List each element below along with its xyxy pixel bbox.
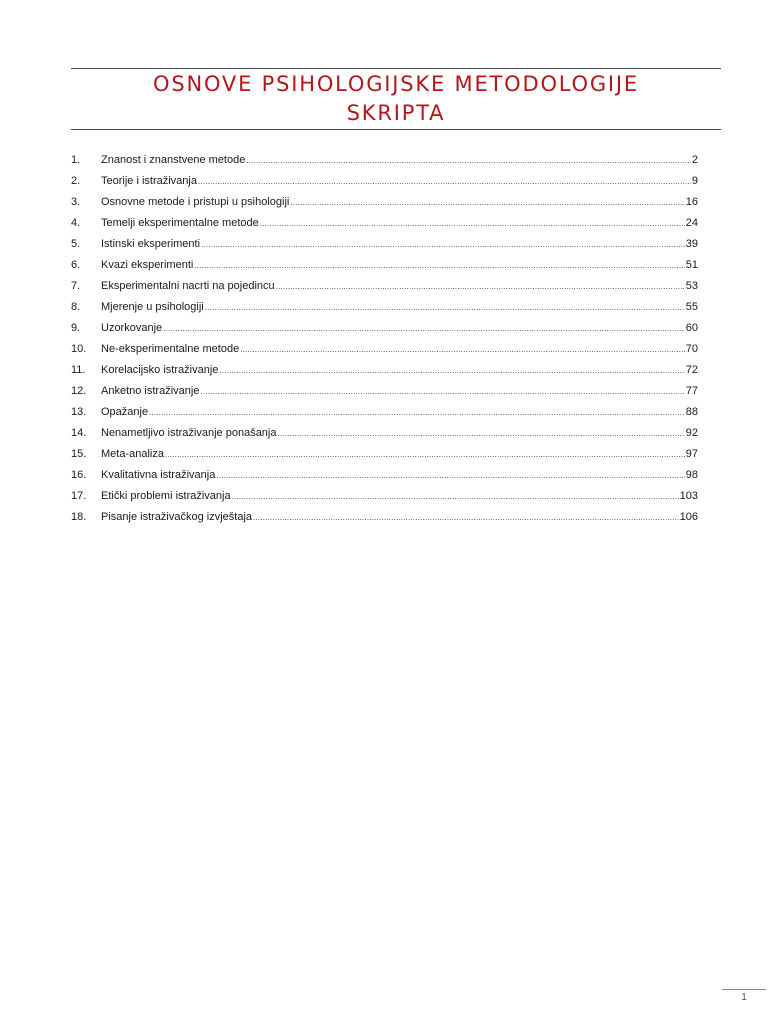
toc-entry-label[interactable]: Temelji eksperimentalne metode — [101, 217, 259, 229]
toc-entry-number: 4. — [71, 217, 81, 229]
toc-dot-leader — [240, 339, 685, 360]
toc-dot-leader — [200, 381, 684, 402]
toc-entry-page[interactable]: 70 — [685, 343, 698, 355]
toc-entry-number: 15. — [71, 448, 87, 460]
toc-entry-label[interactable]: Uzorkovanje — [101, 322, 163, 334]
toc-entry-label[interactable]: Opažanje — [101, 406, 149, 418]
toc-entry-number: 9. — [71, 322, 81, 334]
footer-rule — [722, 989, 766, 990]
toc-entry[interactable] — [71, 465, 698, 486]
toc-entry[interactable] — [71, 171, 698, 192]
toc-dot-leader — [260, 213, 685, 234]
toc-entry-page[interactable]: 72 — [685, 364, 698, 376]
toc-entry-number: 7. — [71, 280, 81, 292]
toc-entry[interactable] — [71, 297, 698, 318]
toc-entry-page[interactable]: 39 — [685, 238, 698, 250]
toc-dot-leader — [201, 234, 685, 255]
toc-entry-number: 14. — [71, 427, 87, 439]
toc-entry[interactable] — [71, 192, 698, 213]
toc-dot-leader — [165, 444, 685, 465]
toc-entry[interactable] — [71, 486, 698, 507]
toc-dot-leader — [216, 465, 684, 486]
toc-entry-label[interactable]: Eksperimentalni nacrti na pojedincu — [101, 280, 275, 292]
toc-entry-number: 1. — [71, 154, 81, 166]
toc-entry-label[interactable]: Pisanje istraživačkog izvještaja — [101, 511, 253, 523]
toc-entry-number: 11. — [71, 364, 86, 376]
toc-entry-number: 5. — [71, 238, 81, 250]
toc-dot-leader — [290, 192, 684, 213]
toc-entry-label[interactable]: Znanost i znanstvene metode — [101, 154, 246, 166]
toc-dot-leader — [205, 297, 685, 318]
toc-entry-number: 6. — [71, 259, 81, 271]
toc-entry[interactable] — [71, 255, 698, 276]
toc-entry-number: 13. — [71, 406, 87, 418]
toc-entry-page[interactable]: 51 — [685, 259, 698, 271]
toc-entry-page[interactable]: 24 — [685, 217, 698, 229]
toc-dot-leader — [246, 150, 691, 171]
toc-entry[interactable] — [71, 423, 698, 444]
toc-dot-leader — [277, 423, 684, 444]
toc-dot-leader — [219, 360, 684, 381]
toc-entry-page[interactable]: 97 — [685, 448, 698, 460]
toc-entry-number: 2. — [71, 175, 81, 187]
toc-entry-page[interactable]: 53 — [685, 280, 698, 292]
toc-entry-label[interactable]: Teorije i istraživanja — [101, 175, 197, 187]
toc-entry-page[interactable]: 98 — [685, 469, 698, 481]
toc-dot-leader — [194, 255, 684, 276]
toc-entry[interactable] — [71, 444, 698, 465]
document-title — [71, 70, 721, 128]
title-line-1: OSNOVE PSIHOLOGIJSKE METODOLOGIJE — [153, 72, 639, 96]
toc-dot-leader — [232, 486, 679, 507]
toc-entry-label[interactable]: Osnovne metode i pristupi u psihologiji — [101, 196, 290, 208]
toc-entry-number: 10. — [71, 343, 87, 355]
toc-entry-page[interactable]: 92 — [685, 427, 698, 439]
toc-entry-page[interactable]: 106 — [679, 511, 698, 523]
toc-entry[interactable] — [71, 234, 698, 255]
toc-dot-leader — [149, 402, 685, 423]
toc-entry[interactable] — [71, 381, 698, 402]
title-bottom-rule — [71, 129, 721, 130]
toc-entry[interactable] — [71, 150, 698, 171]
toc-entry-number: 8. — [71, 301, 81, 313]
toc-entry-label[interactable]: Kvazi eksperimenti — [101, 259, 194, 271]
toc-entry-number: 16. — [71, 469, 87, 481]
toc-entry-page[interactable]: 88 — [685, 406, 698, 418]
title-line-2: SKRIPTA — [346, 101, 446, 125]
toc-entry-page[interactable]: 2 — [691, 154, 698, 166]
toc-entry[interactable] — [71, 213, 698, 234]
toc-entry-number: 17. — [71, 490, 87, 502]
title-top-rule — [71, 68, 721, 69]
toc-entry-label[interactable]: Etički problemi istraživanja — [101, 490, 231, 502]
toc-dot-leader — [163, 318, 685, 339]
toc-entry-label[interactable]: Korelacijsko istraživanje — [101, 364, 219, 376]
toc-dot-leader — [253, 507, 679, 528]
toc-entry[interactable] — [71, 360, 698, 381]
toc-entry-label[interactable]: Nenametljivo istraživanje ponašanja — [101, 427, 277, 439]
toc-entry-number: 3. — [71, 196, 81, 208]
toc-entry-page[interactable]: 60 — [685, 322, 698, 334]
page-number: 1 — [741, 992, 747, 1003]
toc-entry[interactable] — [71, 507, 698, 528]
toc-entry-page[interactable]: 77 — [685, 385, 698, 397]
toc-entry-label[interactable]: Kvalitativna istraživanja — [101, 469, 216, 481]
toc-entry[interactable] — [71, 339, 698, 360]
table-of-contents — [71, 150, 698, 528]
toc-entry[interactable] — [71, 276, 698, 297]
toc-entry-label[interactable]: Istinski eksperimenti — [101, 238, 201, 250]
toc-entry[interactable] — [71, 402, 698, 423]
toc-entry[interactable] — [71, 318, 698, 339]
toc-entry-page[interactable]: 103 — [679, 490, 698, 502]
toc-dot-leader — [198, 171, 691, 192]
toc-entry-number: 12. — [71, 385, 87, 397]
toc-entry-page[interactable]: 55 — [685, 301, 698, 313]
toc-entry-page[interactable]: 9 — [691, 175, 698, 187]
toc-entry-label[interactable]: Mjerenje u psihologiji — [101, 301, 204, 313]
toc-dot-leader — [276, 276, 685, 297]
toc-entry-number: 18. — [71, 511, 87, 523]
toc-entry-label[interactable]: Meta-analiza — [101, 448, 164, 460]
toc-entry-page[interactable]: 16 — [685, 196, 698, 208]
toc-entry-label[interactable]: Ne-eksperimentalne metode — [101, 343, 240, 355]
toc-entry-label[interactable]: Anketno istraživanje — [101, 385, 200, 397]
